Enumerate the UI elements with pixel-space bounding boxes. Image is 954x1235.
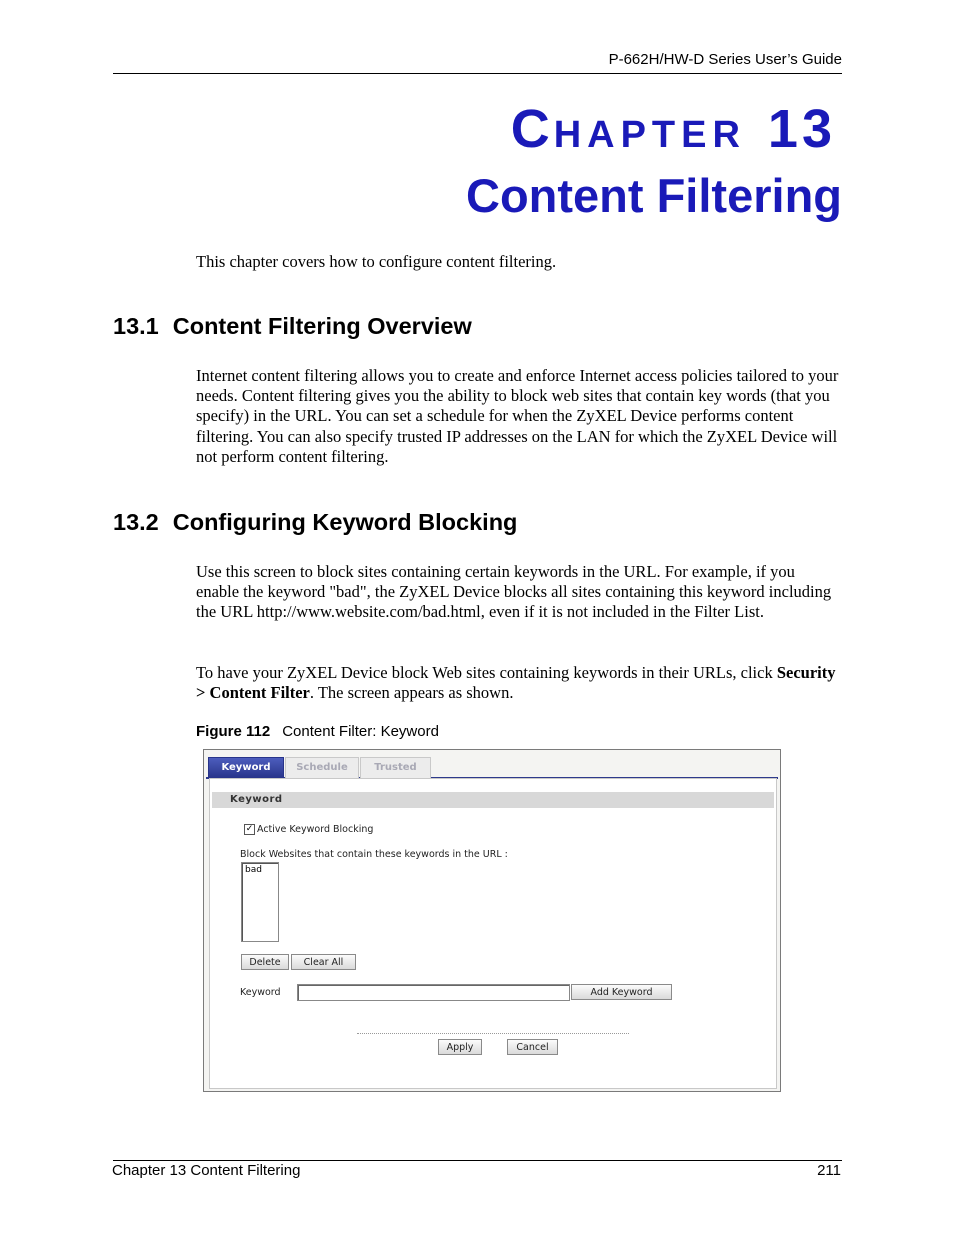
content-filter-screenshot	[203, 749, 781, 1092]
section-title: Configuring Keyword Blocking	[172, 509, 518, 535]
keyword-field-label: Keyword	[240, 987, 281, 998]
keyword-paragraph-2	[196, 663, 841, 703]
intro-paragraph: This chapter covers how to configure content filtering.	[196, 252, 557, 271]
chapter-label	[511, 98, 836, 160]
paragraph-text: To have your ZyXEL Device block Web sites containing keywords in their URLs, click	[196, 663, 777, 682]
active-keyword-blocking-checkbox[interactable]: ✓	[245, 824, 254, 834]
add-keyword-button[interactable]: Add Keyword	[571, 984, 672, 1000]
tab-keyword[interactable]: Keyword	[208, 757, 284, 778]
section-number: 13.2	[113, 509, 159, 535]
tab-trusted[interactable]: Trusted	[360, 757, 431, 778]
section-heading-keyword	[113, 509, 517, 536]
tab-bar	[206, 755, 778, 779]
section-number: 13.1	[113, 313, 159, 339]
chapter-number: 13	[767, 99, 836, 159]
footer-chapter: Chapter 13 Content Filtering	[112, 1162, 301, 1179]
section-header: Keyword	[212, 792, 774, 808]
cancel-button[interactable]: Cancel	[507, 1039, 558, 1055]
paragraph-text: . The screen appears as shown.	[309, 683, 514, 703]
keyword-list-label: Block Websites that contain these keywords in the URL :	[240, 849, 508, 860]
footer-rule	[113, 1160, 842, 1161]
keyword-list-item[interactable]: bad	[245, 865, 262, 875]
keyword-listbox[interactable]	[241, 862, 279, 942]
figure-caption	[196, 723, 439, 740]
section-heading-overview	[113, 313, 472, 340]
overview-paragraph: Internet content filtering allows you to create and enforce Internet access policies tailored to your needs. Content filtering gives you the ability to block web sites that contain key words (that you specify) in the URL. You can set a schedule for when the ZyXEL Device performs content filtering. You can also specify trusted IP addresses on the LAN for which the ZyXEL Device will not perform content filtering.	[196, 366, 839, 466]
header-rule	[113, 73, 842, 74]
chapter-label-initial: C	[510, 99, 554, 159]
chapter-title: Content Filtering	[466, 169, 842, 222]
page-number: 211	[817, 1162, 841, 1179]
delete-button[interactable]: Delete	[241, 954, 289, 970]
chapter-label-rest: HAPTER	[553, 114, 746, 156]
keyword-input[interactable]	[297, 984, 570, 1001]
keyword-paragraph-1: Use this screen to block sites containing certain keywords in the URL. For example, if you enable the keyword "bad", the ZyXEL Device blocks all sites containing this keyword including the URL http://www.website.com/bad.html, even if it is not included in the Filter List.	[196, 562, 832, 622]
apply-button[interactable]: Apply	[438, 1039, 482, 1055]
figure-label: Figure 112	[196, 723, 271, 740]
keyword-panel	[209, 778, 777, 1089]
tab-schedule[interactable]: Schedule	[285, 757, 359, 778]
figure-caption-text: Content Filter: Keyword	[282, 723, 439, 740]
section-title: Content Filtering Overview	[172, 313, 472, 339]
divider	[357, 1033, 629, 1034]
active-keyword-blocking-label: Active Keyword Blocking	[257, 824, 374, 835]
menu-path: Security > Content Filter	[196, 663, 836, 703]
running-header: P-662H/HW-D Series User’s Guide	[608, 51, 842, 68]
clear-all-button[interactable]: Clear All	[291, 954, 356, 970]
